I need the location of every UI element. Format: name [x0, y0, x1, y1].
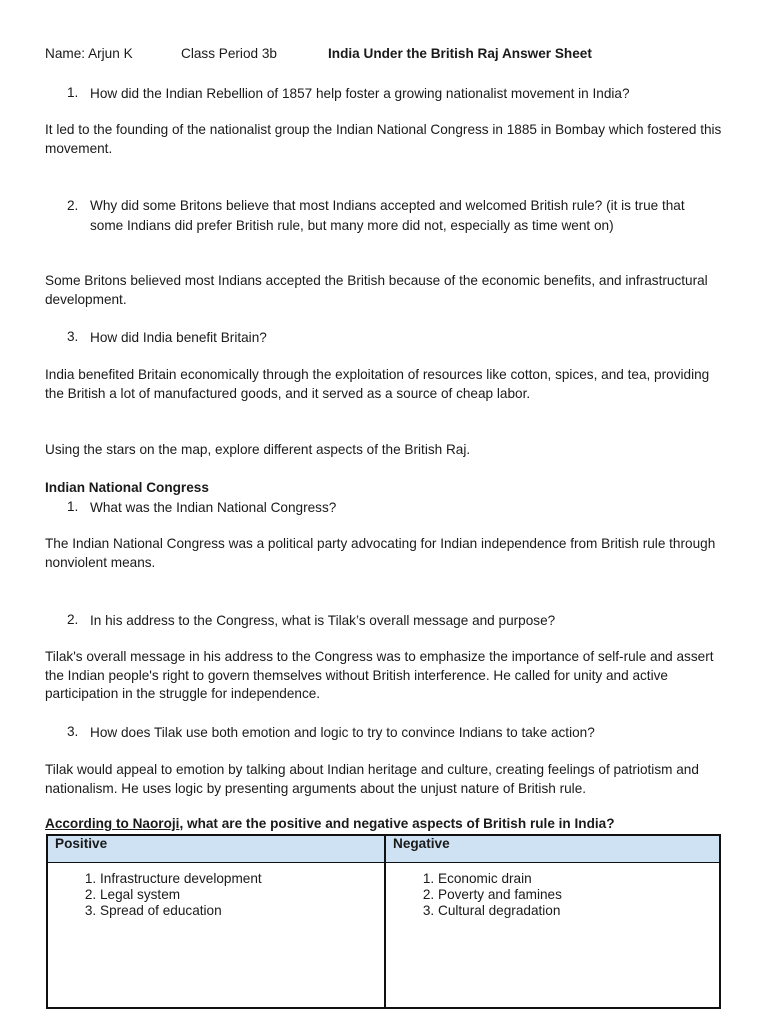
class-period: Class Period 3b [181, 46, 277, 61]
positive-list [78, 871, 384, 919]
naoroji-question-rest: , what are the positive and negative aspects of British rule in India? [179, 816, 615, 831]
positive-cell [47, 863, 385, 1009]
naoroji-question [45, 816, 615, 831]
answer-text: India benefited Britain economically through the exploitation of resources like cotton, spices, and tea, providing the British a lot of manufactured goods, and it served as a source of cheap labor. [45, 367, 710, 401]
question-number: 2. [67, 612, 79, 627]
list-item: 1. Infrastructure development [100, 871, 384, 887]
negative-list [416, 871, 719, 919]
list-item: 2. Poverty and famines [438, 887, 719, 903]
question-text: How did the Indian Rebellion of 1857 help foster a growing nationalist movement in India? [90, 86, 630, 101]
answer-text: Some Britons believed most Indians accepted the British because of the economic benefits, and infrastructural development. [45, 273, 708, 307]
question-text: How did India benefit Britain? [90, 330, 267, 345]
list-item: 2. Legal system [100, 887, 384, 903]
list-item: 3. Spread of education [100, 903, 384, 919]
list-item: 1. Economic drain [438, 871, 719, 887]
positive-negative-table [46, 834, 721, 1009]
page-title: India Under the British Raj Answer Sheet [328, 46, 592, 61]
question-number: 1. [67, 85, 79, 100]
answer-text: It led to the founding of the nationalist group the Indian National Congress in 1885 in Bombay which fostered this movement. [45, 122, 722, 156]
question-text: How does Tilak use both emotion and logic to try to convince Indians to take action? [90, 725, 595, 740]
question-number: 1. [67, 499, 79, 514]
answer-text: Tilak would appeal to emotion by talking about Indian heritage and culture, creating feelings of patriotism and nationalism. He uses logic by presenting arguments about the unjust nature of British rule. [45, 762, 699, 796]
negative-header: Negative [385, 835, 720, 863]
question-number: 3. [67, 329, 79, 344]
naoroji-link-text: According to Naoroji [45, 816, 180, 831]
answer-text: Tilak's overall message in his address to the Congress was to emphasize the importance of self-rule and assert the Indian people's right to govern themselves without British interference. He called for unity and active participation in the struggle for independence. [45, 649, 714, 702]
section-heading: Indian National Congress [45, 480, 209, 495]
instructions-text: Using the stars on the map, explore different aspects of the British Raj. [45, 442, 471, 457]
question-text: In his address to the Congress, what is Tilak’s overall message and purpose? [90, 613, 556, 628]
question-text: What was the Indian National Congress? [90, 500, 337, 515]
question-text: Why did some Britons believe that most Indians accepted and welcomed British rule? (it is true that some Indians did prefer British rule, but many more did not, especially as time went on) [90, 198, 685, 233]
question-number: 2. [67, 198, 79, 213]
positive-header: Positive [47, 835, 385, 863]
student-name: Name: Arjun K [45, 46, 133, 61]
list-item: 3. Cultural degradation [438, 903, 719, 919]
answer-text: The Indian National Congress was a political party advocating for Indian independence from British rule through nonviolent means. [45, 536, 716, 570]
question-number: 3. [67, 724, 79, 739]
negative-cell [385, 863, 720, 1009]
